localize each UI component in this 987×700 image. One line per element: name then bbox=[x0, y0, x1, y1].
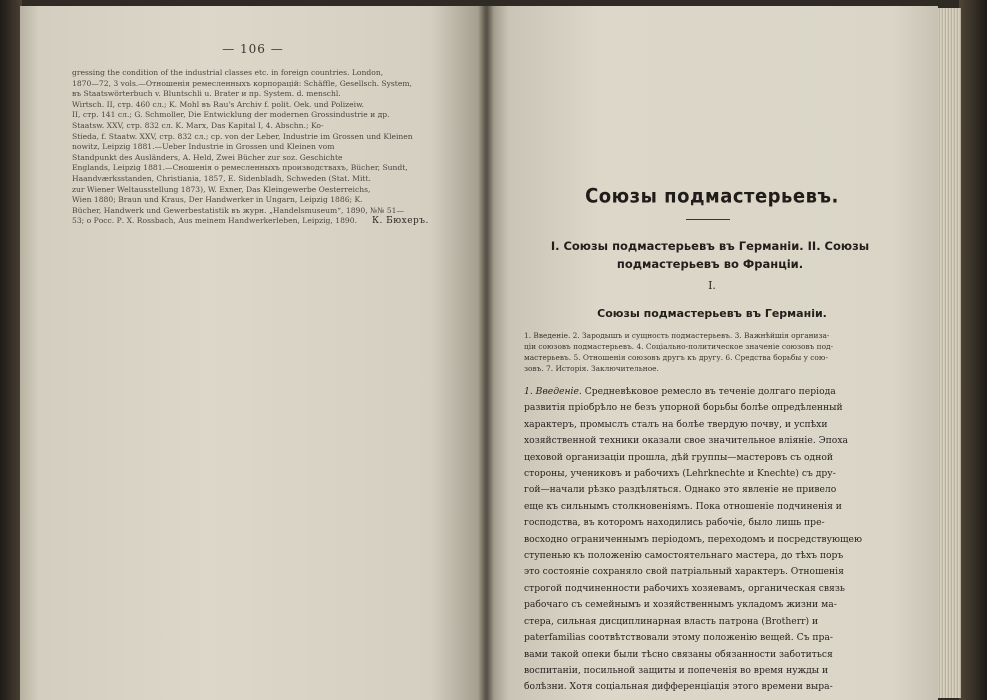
footnote-line: Stieda, f. Staatw. XXV, стр. 832 сл.; cp. von der Leber, Industrie im Grossen und Kleinen bbox=[72, 131, 413, 141]
footnote-line: zur Wiener Weltausstellung 1873), W. Exner, Das Kleingewerbe Oesterreichs, bbox=[72, 184, 371, 194]
chapter-title: Союзы подмастерьевъ. bbox=[585, 184, 839, 209]
title-rule bbox=[686, 219, 730, 220]
page-edges bbox=[935, 8, 961, 698]
body-line: еще къ сильнымъ столкновеніямъ. Пока отношеніе подчиненія и bbox=[524, 500, 842, 512]
body-line: стороны, учениковъ и рабочихъ (Lehrknechte и Knechte) съ дру- bbox=[524, 468, 836, 480]
footnote-line: nowitz, Leipzig 1881.—Ueber Industrie in Grossen und Kleinen vom bbox=[72, 142, 335, 152]
footnote-line: Wien 1880; Braun und Kraus, Der Handwerker in Ungarn, Leipzig 1886; K. bbox=[72, 195, 363, 205]
body-line: развитія пріобрѣло не безъ упорной борьбы болѣе опредѣленный bbox=[524, 402, 843, 414]
footnote-line: 53; о Росс. Р. Х. Rossbach, Aus meinem Handwerkerleben, Leipzig, 1890. bbox=[72, 216, 357, 226]
body-line: цеховой организаціи прошла, дѣй группы—мастеровъ съ одной bbox=[524, 451, 833, 463]
body-line: восходно ограниченнымъ періодомъ, переходомъ и посредствующею bbox=[524, 533, 862, 545]
footnote-line: Bücher, Handwerk und Gewerbestatistik въ журн. „Handelsmuseum“, 1890, №№ 51— bbox=[72, 205, 405, 215]
section-numeral: I. bbox=[708, 279, 716, 292]
author-signature: К. Бюхеръ. bbox=[372, 216, 429, 226]
body-line: гой—начали рѣзко раздѣляться. Однако это явленіе не привело bbox=[524, 484, 837, 496]
footnote-line: Standpunkt des Ausländers, A. Held, Zwei Bücher zur soz. Geschichte bbox=[72, 152, 343, 162]
body-lead: 1. Введеніе. bbox=[524, 386, 582, 397]
page-number: — 106 — bbox=[222, 42, 284, 56]
book-cover-right bbox=[959, 0, 987, 700]
body-line-text: Средневѣковое ремесло въ теченіе долгаго періода bbox=[581, 386, 836, 397]
body-line: хозяйственной техники оказали свое значительное вліяніе. Эпоха bbox=[524, 435, 848, 447]
footnote-line: Haandværksstanden, Christiania, 1857, E. Sidenbladh, Schweden (Stat. Mitt. bbox=[72, 173, 371, 183]
body-line: это состояніе сохраняло свой патріальный характеръ. Отношенія bbox=[524, 566, 844, 578]
body-line: ступенью къ положенію самостоятельнаго мастера, до тѣхъ поръ bbox=[524, 550, 844, 562]
bibliography-footnotes bbox=[72, 68, 452, 227]
body-line: строгой подчиненности рабочихъ хозяевамъ, органическая связь bbox=[524, 582, 845, 594]
body-line: господства, въ которомъ находились рабочіе, было лишь пре- bbox=[524, 517, 825, 529]
body-line: paterfamilias соотвѣтствовали этому положенію вещей. Съ пра- bbox=[524, 632, 834, 644]
footnote-line: въ Staatswörterbuch v. Bluntschli u. Brater и пр. System. d. menschl. bbox=[72, 89, 341, 99]
body-line: болѣзни. Хотя соціальная дифференціація этого времени выра- bbox=[524, 681, 833, 693]
left-page bbox=[20, 6, 486, 700]
footnote-line: Staatsw. XXV, стр. 832 сл. K. Marx, Das Kapital I, 4. Abschn.; Ko- bbox=[72, 120, 324, 130]
summary-line: 1. Введеніе. 2. Зародышъ и сущность подмастерьевъ. 3. Важнѣйшія организа- bbox=[524, 331, 830, 340]
body-line bbox=[524, 384, 886, 400]
section-summary bbox=[524, 330, 886, 374]
footnote-line: Englands, Leipzig 1881.—Сношенія о ремесленныхъ производствахъ, Bücher, Sundt, bbox=[72, 163, 408, 173]
book-cover-left bbox=[0, 0, 22, 700]
footnote-line: II, стр. 141 сл.; G. Schmoller, Die Entwicklung der modernen Grossindustrie и др. bbox=[72, 110, 390, 120]
body-line: воспитаніи, посильной защиты и попеченія во время нужды и bbox=[524, 664, 829, 676]
summary-line: мастерьевъ. 5. Отношенія союзовъ другъ къ другу. 6. Средства борьбы у сою- bbox=[524, 353, 828, 362]
summary-line: зовъ. 7. Исторія. Заключительное. bbox=[524, 364, 659, 373]
footnote-line: 1870—72, 3 vols.—Отношенія ремесленныхъ корпорацій: Schäffle, Gesellsch. System, bbox=[72, 78, 412, 88]
section-heading: Союзы подмастерьевъ въ Германіи. bbox=[597, 307, 827, 320]
body-text bbox=[524, 384, 886, 696]
footnote-line: gressing the condition of the industrial classes etc. in foreign countries. London, bbox=[72, 68, 384, 77]
footnote-line: Wirtsch. II, стр. 460 сл.; K. Mohl въ Rau's Archiv f. polit. Oek. und Polizeiw. bbox=[72, 99, 365, 109]
chapter-subtitle: I. Союзы подмастерьевъ въ Германіи. II. Союзы подмастерьевъ во Франціи. bbox=[550, 239, 870, 271]
body-line: рабочаго съ семейнымъ и хозяйственнымъ укладомъ жизни ма- bbox=[524, 599, 837, 611]
body-line: стера, сильная дисциплинарная власть патрона (Brotherr) и bbox=[524, 615, 819, 627]
body-line: характеръ, промыслъ сталъ на болѣе твердую почву, и успѣхи bbox=[524, 418, 828, 430]
summary-line: ціи союзовъ подмастерьевъ. 4. Соціально-политическое значеніе союзовъ под- bbox=[524, 342, 834, 351]
book-gutter bbox=[478, 6, 494, 700]
body-line: вами такой опеки были тѣсно связаны обязанности заботиться bbox=[524, 648, 833, 660]
right-page bbox=[486, 6, 938, 700]
